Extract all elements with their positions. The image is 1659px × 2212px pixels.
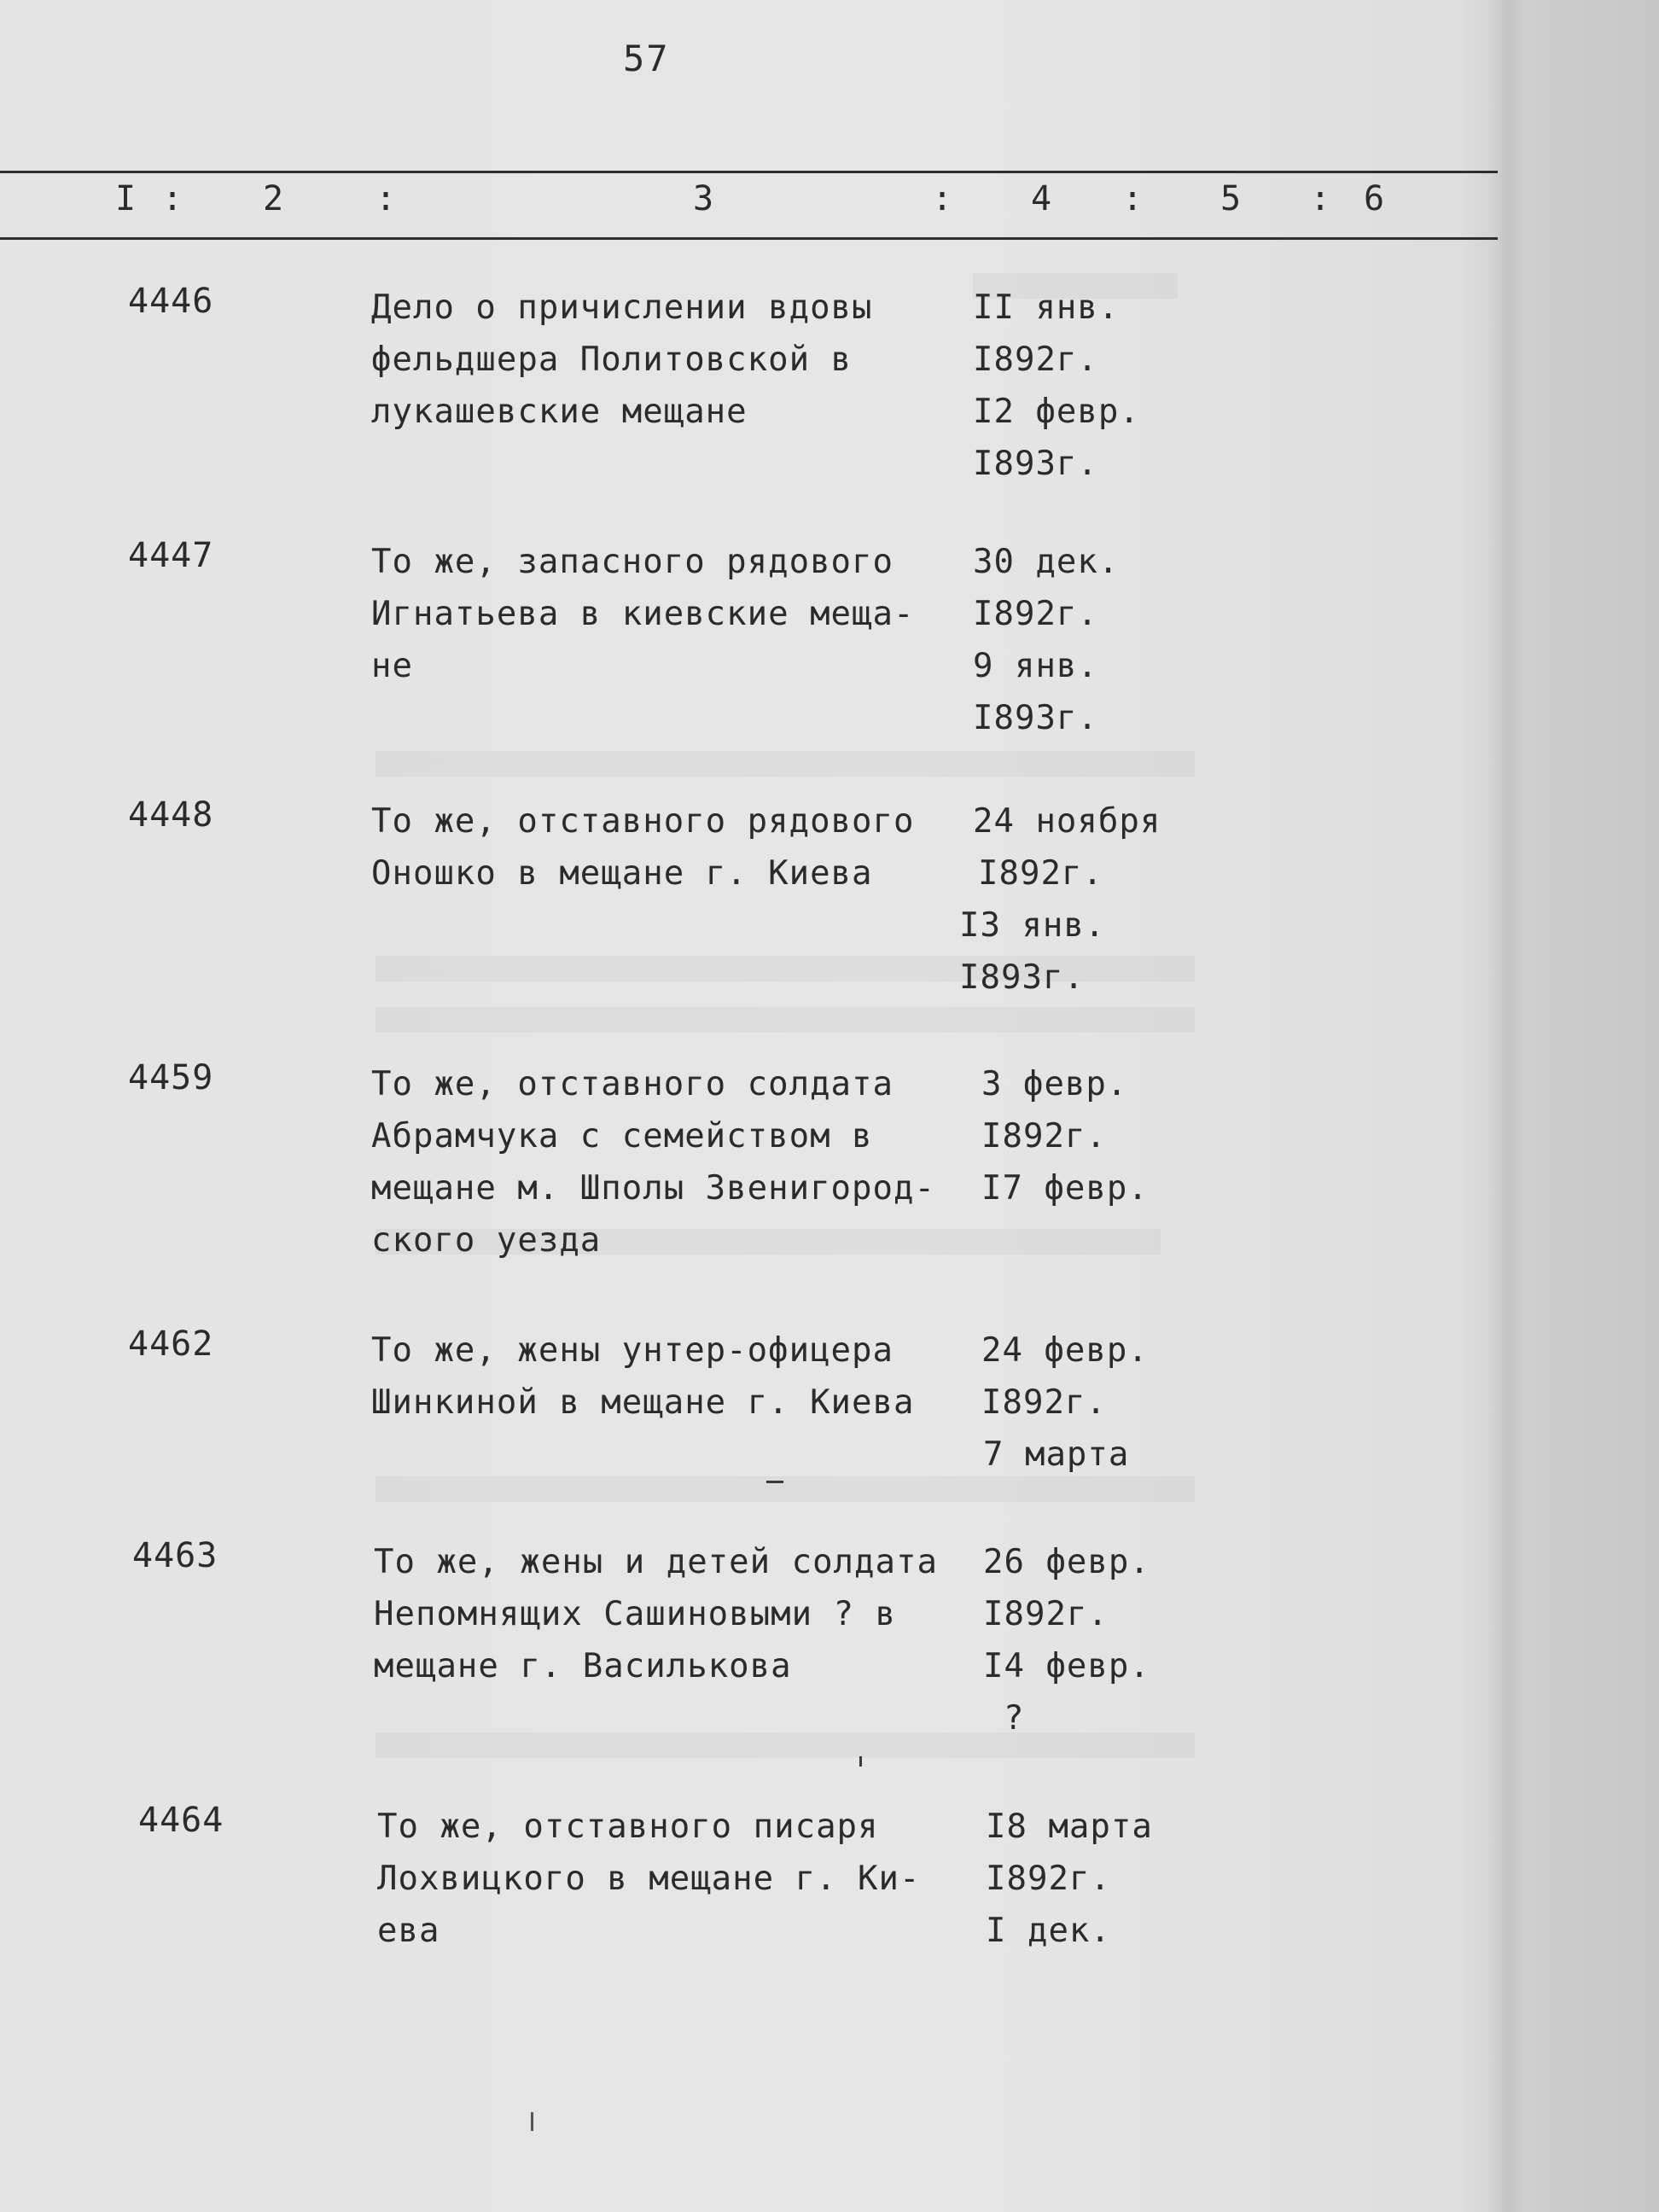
- entry-number: 4463: [132, 1536, 218, 1575]
- header-separator: :: [932, 179, 953, 218]
- description-line: То же, отставного солдата: [371, 1065, 894, 1103]
- description-line: мещане г. Василькова: [374, 1647, 792, 1685]
- entry-description: [371, 536, 986, 692]
- date-line: 3 февр.: [981, 1065, 1128, 1103]
- stray-mark: [531, 2112, 533, 2131]
- header-col-6: 6: [1364, 179, 1385, 218]
- header-col-5: 5: [1220, 179, 1242, 218]
- header-separator: :: [162, 179, 183, 218]
- date-line: I892г.: [981, 1117, 1107, 1155]
- header-col-4: 4: [1031, 179, 1052, 218]
- date-line: II янв.: [973, 288, 1120, 327]
- entry-dates: [986, 1801, 1208, 1957]
- date-line: 24 ноября: [973, 802, 1161, 841]
- bleed-through-mark: [375, 751, 1195, 777]
- date-line: 24 февр.: [981, 1331, 1149, 1370]
- date-line: I892г.: [973, 595, 1098, 633]
- entry-dates: [983, 1536, 1205, 1744]
- entry-number: 4447: [128, 536, 214, 575]
- description-line: То же, отставного писаря: [377, 1807, 879, 1846]
- description-line: Игнатьева в киевские меща-: [371, 595, 915, 633]
- date-line: I893г.: [959, 958, 1085, 997]
- date-line: I893г.: [973, 699, 1098, 737]
- entry-dates: [973, 1324, 1195, 1481]
- entry-description: [371, 795, 986, 899]
- header-separator: :: [1310, 179, 1331, 218]
- entry-description: [371, 1058, 986, 1266]
- description-line: То же, отставного рядового: [371, 802, 915, 841]
- date-line: 26 февр.: [983, 1543, 1150, 1581]
- entry-number: 4462: [128, 1324, 214, 1364]
- date-line: I3 янв.: [959, 906, 1106, 945]
- entry-dates: [959, 795, 1195, 1004]
- date-line: I4 февр.: [983, 1647, 1150, 1685]
- date-line: I892г.: [986, 1860, 1111, 1898]
- entry-dates: [973, 282, 1195, 490]
- description-line: Непомнящих Сашиновыми ? в: [374, 1595, 896, 1633]
- header-col-3: 3: [693, 179, 714, 218]
- entry-number: 4448: [128, 795, 214, 835]
- description-line: Абрамчука с семейством в: [371, 1117, 873, 1155]
- header-col-1: I: [115, 179, 137, 218]
- date-line: I7 февр.: [981, 1169, 1149, 1208]
- entry-dates: [973, 1058, 1195, 1214]
- entry-number: 4459: [128, 1058, 214, 1097]
- description-line: Лохвицкого в мещане г. Ки-: [377, 1860, 921, 1898]
- entry-description: [377, 1801, 992, 1957]
- description-line: Дело о причислении вдовы: [371, 288, 873, 327]
- date-line: I892г.: [981, 1383, 1107, 1422]
- entry-description: [371, 282, 986, 438]
- date-line: I893г.: [973, 445, 1098, 483]
- date-line: I892г.: [978, 854, 1103, 893]
- page-edge-shadow: [1489, 0, 1523, 2212]
- description-line: Шинкиной в мещане г. Киева: [371, 1383, 915, 1422]
- date-line: I2 февр.: [973, 393, 1140, 431]
- description-line: мещане м. Шполы Звенигород-: [371, 1169, 935, 1208]
- header-separator: :: [1122, 179, 1144, 218]
- entry-description: [371, 1324, 986, 1429]
- header-col-2: 2: [263, 179, 284, 218]
- date-line: ?: [1004, 1699, 1025, 1738]
- description-line: фельдшера Политовской в: [371, 341, 853, 379]
- date-line: 9 янв.: [973, 647, 1098, 685]
- header-separator: :: [375, 179, 397, 218]
- bleed-through-mark: [375, 1007, 1195, 1033]
- date-line: I892г.: [983, 1595, 1109, 1633]
- entry-dates: [973, 536, 1195, 744]
- date-line: 7 марта: [983, 1435, 1130, 1474]
- description-line: То же, жены унтер-офицера: [371, 1331, 894, 1370]
- header-bottom-rule: [0, 237, 1498, 240]
- stray-mark: [766, 1481, 783, 1483]
- entry-description: [374, 1536, 988, 1692]
- description-line: лукашевские мещане: [371, 393, 748, 431]
- page-number: 57: [623, 38, 670, 79]
- description-line: Оношко в мещане г. Киева: [371, 854, 873, 893]
- description-line: не: [371, 647, 413, 685]
- date-line: I8 марта: [986, 1807, 1153, 1846]
- date-line: I дек.: [986, 1912, 1111, 1950]
- description-line: То же, жены и детей солдата: [374, 1543, 938, 1581]
- date-line: I892г.: [973, 341, 1098, 379]
- entry-number: 4464: [138, 1801, 224, 1840]
- description-line: ева: [377, 1912, 440, 1950]
- date-line: 30 дек.: [973, 543, 1120, 581]
- description-line: ского уезда: [371, 1221, 602, 1260]
- header-top-rule: [0, 171, 1498, 173]
- description-line: То же, запасного рядового: [371, 543, 894, 581]
- entry-number: 4446: [128, 282, 214, 321]
- stray-mark: [859, 1756, 862, 1767]
